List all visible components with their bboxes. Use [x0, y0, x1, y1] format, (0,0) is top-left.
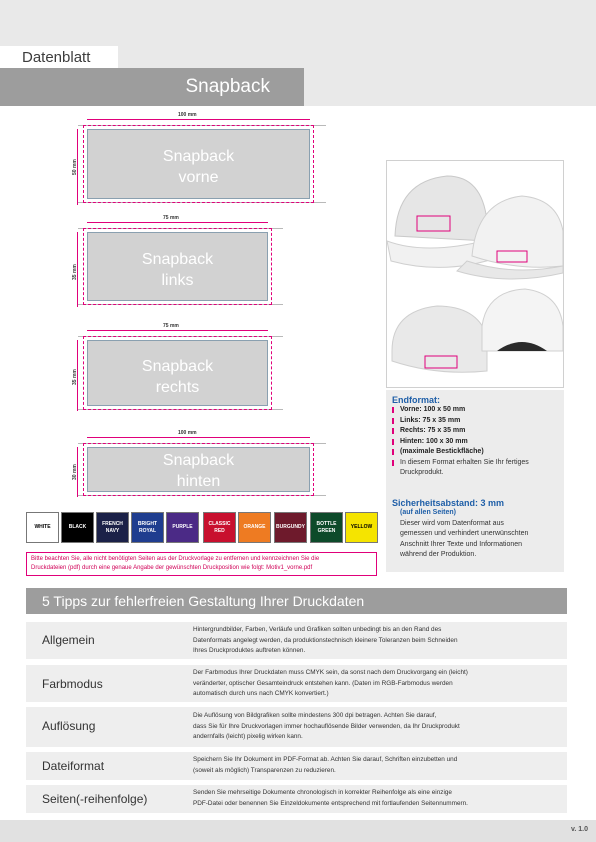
- datasheet-tab: Datenblatt: [0, 46, 118, 68]
- print-area-label: [87, 356, 268, 398]
- height-label: 35 mm: [72, 369, 78, 385]
- height-label: 35 mm: [72, 264, 78, 280]
- tip-label: Allgemein: [42, 633, 95, 647]
- color-swatch: BRIGHT ROYAL: [131, 512, 164, 543]
- height-label: 30 mm: [72, 464, 78, 480]
- safety-margin-heading: Sicherheitsabstand: 3 mm: [392, 498, 505, 508]
- spec-note-continued: Druckprodukt.: [400, 469, 444, 476]
- label-line-2: links: [161, 272, 194, 289]
- width-label: 75 mm: [163, 215, 179, 221]
- color-swatch: WHITE: [26, 512, 59, 543]
- tips-heading: 5 Tipps zur fehlerfreien Gestaltung Ihrer Druckdaten: [26, 588, 567, 614]
- safety-line: Dieser wird vom Datenformat aus: [400, 519, 504, 527]
- footer-band: [0, 820, 596, 842]
- color-swatch: YELLOW: [345, 512, 378, 543]
- spec-line: (maximale Bestickfläche): [392, 447, 560, 458]
- notice-line: Druckdateien (pdf) durch eine genaue Angabe der gewünschten Druckposition wie folgt: Motiv1_vorne.pdf: [31, 565, 313, 571]
- color-swatch: PURPLE: [166, 512, 199, 543]
- specification-box: [386, 390, 564, 572]
- width-dimension-line: [87, 222, 268, 223]
- color-swatch: BLACK: [61, 512, 94, 543]
- spec-line: Vorne: 100 x 50 mm: [392, 405, 560, 416]
- tip-row-aufloesung: [26, 707, 567, 747]
- color-swatch: BOTTLE GREEN: [310, 512, 343, 543]
- tip-label: Seiten(-reihenfolge): [42, 792, 148, 806]
- label-line-2: hinten: [176, 473, 221, 490]
- color-swatch: ORANGE: [238, 512, 271, 543]
- pink-bullet: [392, 449, 394, 455]
- width-dimension-line: [87, 437, 310, 438]
- height-label: 50 mm: [72, 159, 78, 175]
- pink-bullet: [392, 428, 394, 434]
- print-area-label: [87, 249, 268, 291]
- label-line-1: Snapback: [141, 251, 214, 268]
- tip-row-farbmodus: [26, 665, 567, 702]
- page-title: Snapback: [0, 68, 304, 106]
- width-label: 100 mm: [178, 430, 197, 436]
- tip-row-dateiformat: [26, 752, 567, 780]
- safety-line: Anschnitt Ihrer Texte und Informationen: [400, 540, 523, 548]
- label-line-1: Snapback: [162, 148, 235, 165]
- print-area-label: [87, 450, 310, 492]
- label-line-1: Snapback: [141, 358, 214, 375]
- cap-product-photo: [386, 160, 564, 388]
- pink-bullet: [392, 439, 394, 445]
- color-swatch: FRENCH NAVY: [96, 512, 129, 543]
- tip-row-allgemein: [26, 622, 567, 659]
- pink-bullet: [392, 418, 394, 424]
- snapback-cap-illustration: [387, 161, 563, 387]
- tip-text: Der Farbmodus Ihrer Druckdaten muss CMYK sein, da sonst nach dem Druckvorgang ein (leicht) veränderter, optischer Gesamteindruck entstehen kann. (Daten im RGB-Farbmodus werden automatisch durch uns nach CMYK konvertiert.): [193, 669, 468, 697]
- spec-note: In diesem Format erhalten Sie Ihr fertiges: [392, 458, 560, 469]
- tip-label: Dateiformat: [42, 759, 105, 773]
- file-naming-notice: [26, 552, 377, 576]
- width-label: 100 mm: [178, 112, 197, 118]
- color-swatch: CLASSIC RED: [203, 512, 236, 543]
- label-line-2: vorne: [178, 169, 219, 186]
- tip-text: Hintergrundbilder, Farben, Verläufe und Grafiken sollten unbedingt bis an den Rand des Datenformats angelegt werden, da produktionstechnisch kleinere Toleranzen beim Schneiden Ihres Druckproduktes auftreten können.: [193, 626, 458, 654]
- width-dimension-line: [87, 330, 268, 331]
- version-label: v. 1.0: [571, 826, 588, 833]
- safety-margin-section: [392, 498, 562, 561]
- label-line-1: Snapback: [162, 452, 235, 469]
- tip-text: Die Auflösung von Bildgrafiken sollte mindestens 300 dpi betragen. Achten Sie darauf, dass Sie für Ihre Druckvorlagen immer hochauflösende Bilder verwenden, da Ihr Druckprodukt andernfalls (leicht) pixelig wirken kann.: [193, 712, 460, 740]
- tip-label: Auflösung: [42, 719, 96, 733]
- pink-bullet: [392, 407, 394, 413]
- pink-bullet: [392, 460, 394, 466]
- tip-row-seitenreihenfolge: [26, 785, 567, 813]
- color-swatch: BURGUNDY: [274, 512, 307, 543]
- endformat-heading: Endformat:: [392, 395, 440, 405]
- width-dimension-line: [87, 119, 310, 120]
- tip-label: Farbmodus: [42, 677, 103, 691]
- print-area-label: [87, 146, 310, 188]
- spec-line: Rechts: 75 x 35 mm: [392, 426, 560, 437]
- width-label: 75 mm: [163, 323, 179, 329]
- safety-line: während der Produktion.: [400, 551, 477, 558]
- notice-line: Bitte beachten Sie, alle nicht benötigten Seiten aus der Druckvorlage zu entfernen und kennzeichnen Sie die: [31, 556, 320, 562]
- safety-line: gemessen und verhindert unerwünschten: [400, 530, 529, 537]
- spec-line: Links: 75 x 35 mm: [392, 416, 560, 427]
- endformat-section: [392, 395, 560, 479]
- spec-line: Hinten: 100 x 30 mm: [392, 437, 560, 448]
- tip-text: Speichern Sie Ihr Dokument im PDF-Format ab. Achten Sie darauf, Schriften einzubetten und (soweit als möglich) Transparenzen zu reduzieren.: [193, 756, 458, 774]
- safety-margin-sub: (auf allen Seiten): [400, 509, 457, 516]
- label-line-2: rechts: [155, 379, 200, 396]
- tip-text: Senden Sie mehrseitige Dokumente chronologisch in korrekter Reihenfolge als eine einzige PDF-Datei oder benennen Sie Einzeldokumente entsprechend mit fortlaufenden Seitennummern.: [193, 789, 468, 807]
